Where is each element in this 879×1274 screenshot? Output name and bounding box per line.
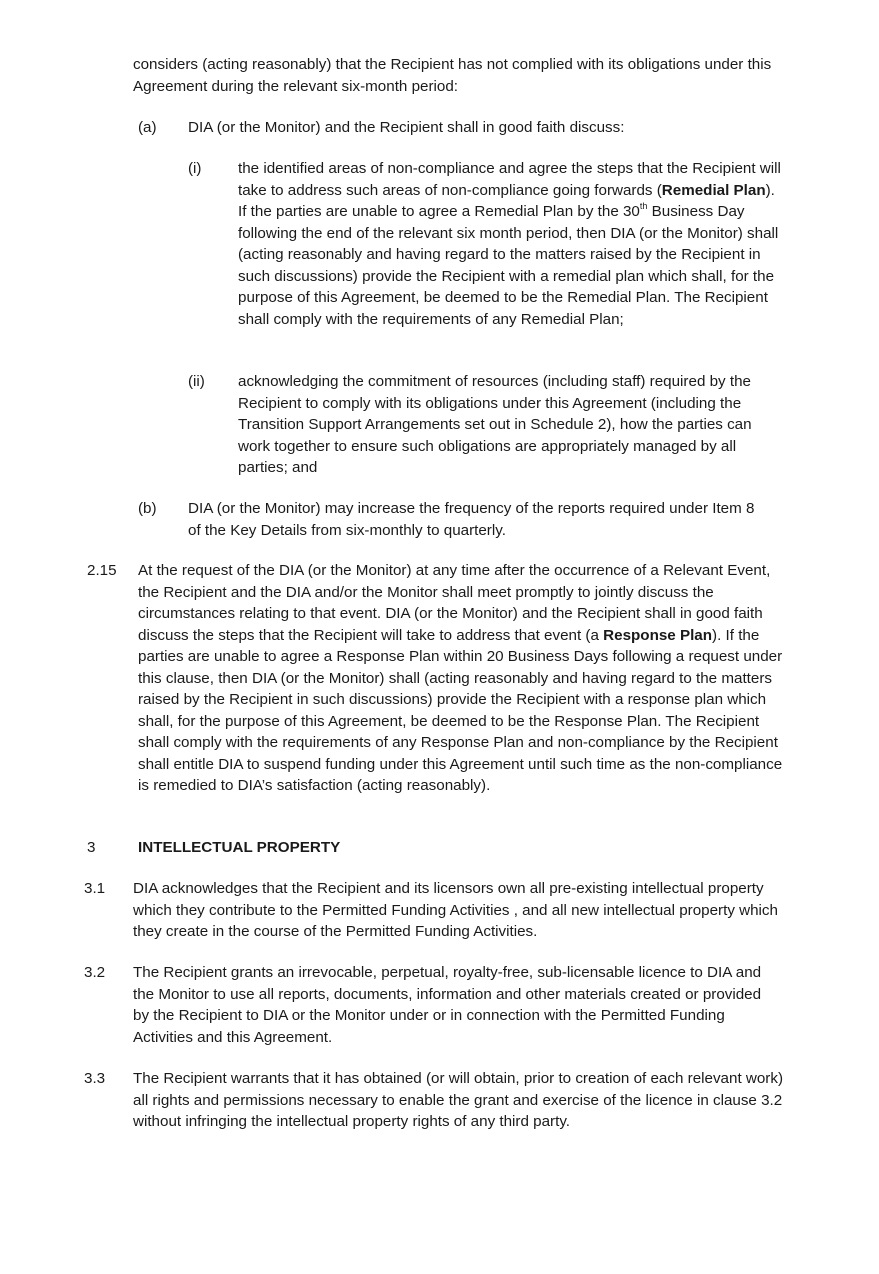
clause-2-15-text: At the request of the DIA (or the Monitor) at any time after the occurrence of a Relevant Event, the Recipient and the DIA and/or the Monitor shall meet promptly to jointly discuss the circumstances relating to that event. DIA (or the Monitor) and the Recipient shall in good faith discuss the steps that the Recipient will take to address that event (a Response Plan). If the parties are unable to agree a Response Plan within 20 Business Days following a request under this clause, then DIA (or the Monitor) shall (acting reasonably and having regard to the matters raised by the Recipient in such discussions) provide the Recipient with a response plan which shall, for the purpose of this Agreement, be deemed to be the Response Plan. The Recipient shall comply with the requirements of any Response Plan and non-compliance by the Recipient shall entitle DIA to suspend funding under this Agreement until such time as the non-compliance is remedied to DIA’s satisfaction (acting reasonably). — [138, 562, 783, 794]
clause-3-2-text: The Recipient grants an irrevocable, perpetual, royalty-free, sub-licensable licence to DIA and the Monitor to use all reports, documents, information and other materials created or provided by the Recipient to DIA or the Monitor under or in connection with the Permitted Funding Activities and this Agreement. — [133, 964, 762, 1046]
item-b-text: DIA (or the Monitor) may increase the frequency of the reports required under Item 8 of the Key Details from six-monthly to quarterly. — [188, 500, 755, 539]
item-ii-text: acknowledging the commitment of resources (including staff) required by the Recipient to comply with its obligations under this Agreement (including the Transition Support Arrangements set out in Schedule 2), how the parties can work together to ensure such obligations are appropriately managed by all parties; and — [238, 373, 752, 476]
clause-3-1-label: 3.1 — [84, 880, 106, 897]
item-i-label: (i) — [188, 160, 202, 177]
item-i-text: the identified areas of non-compliance and agree the steps that the Recipient will take to address such areas of non-compliance going forwards (Remedial Plan). If the parties are unable to agree a Remedial Plan by the 30th Business Day following the end of the relevant six month period, then DIA (or the Monitor) shall (acting reasonably and having regard to the matters raised by the Recipient in such discussions) provide the Recipient with a remedial plan which shall, for the purpose of this Agreement, be deemed to be the Remedial Plan. The Recipient shall comply with the requirements of any Remedial Plan; — [238, 160, 781, 328]
item-ii-label: (ii) — [188, 373, 205, 390]
section-3-title: INTELLECTUAL PROPERTY — [138, 839, 341, 856]
section-3-number: 3 — [87, 839, 96, 856]
item-b-label: (b) — [138, 500, 157, 517]
intro-paragraph: considers (acting reasonably) that the Recipient has not complied with its obligations under this Agreement during the relevant six-month period: — [133, 56, 772, 95]
response-plan-term: Response Plan — [603, 626, 713, 644]
clause-3-3-text: The Recipient warrants that it has obtained (or will obtain, prior to creation of each relevant work) all rights and permissions necessary to enable the grant and exercise of the licence in clause 3.2 without infringing the intellectual property rights of any third party. — [133, 1070, 784, 1130]
item-a-text: DIA (or the Monitor) and the Recipient shall in good faith discuss: — [188, 119, 625, 136]
clause-3-1-text: DIA acknowledges that the Recipient and its licensors own all pre-existing intellectual property which they contribute to the Permitted Funding Activities , and all new intellectual property which they create in the course of the Permitted Funding Activities. — [133, 880, 778, 940]
clause-3-3-label: 3.3 — [84, 1070, 106, 1087]
clause-2-15-label: 2.15 — [87, 562, 117, 579]
remedial-plan-term: Remedial Plan — [661, 181, 766, 199]
clause-3-2-label: 3.2 — [84, 964, 106, 981]
item-a-label: (a) — [138, 119, 157, 136]
